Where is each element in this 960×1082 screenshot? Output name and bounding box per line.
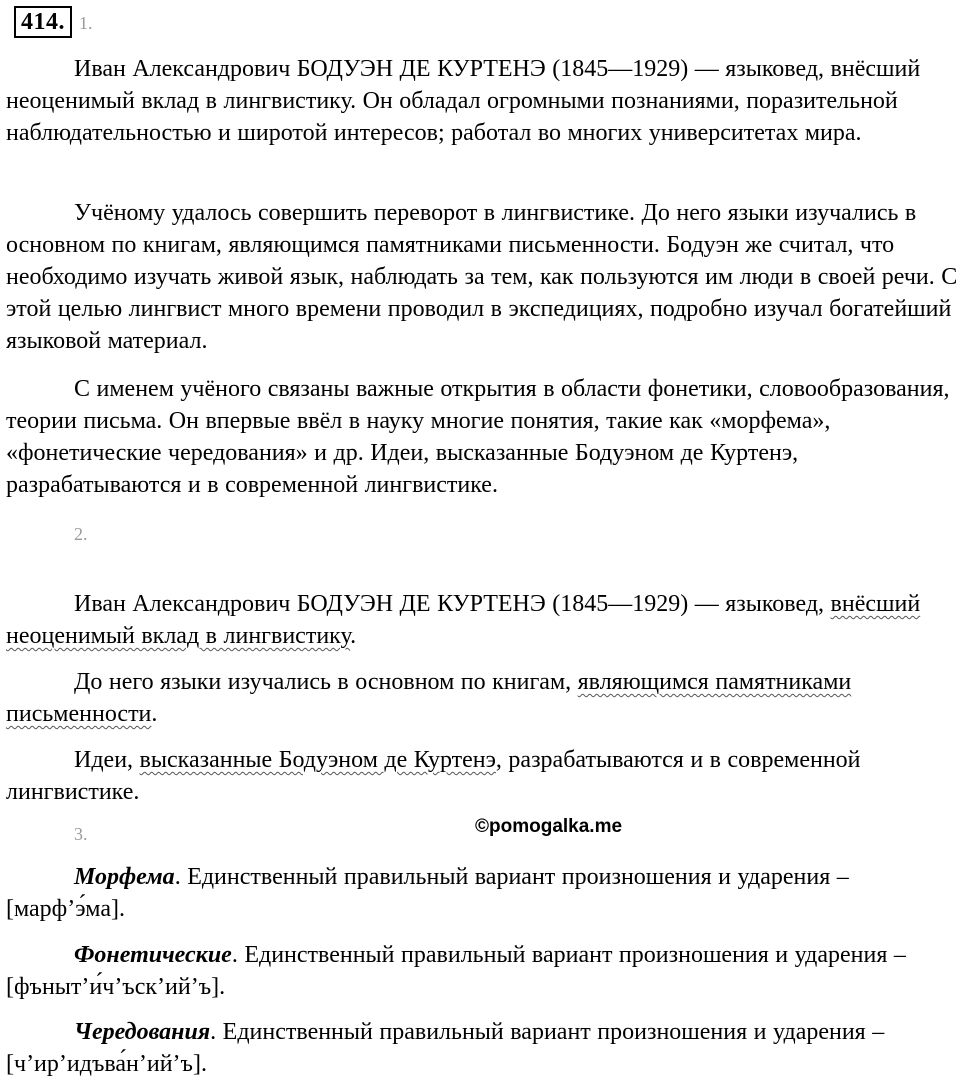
section-2-sentence-2 (6, 666, 960, 730)
sentence-1-end: . (350, 623, 357, 649)
section-1-paragraph-2: Учёному удалось совершить переворот в лингвистике. До него языки изучались в основном по книгам, являющимся памятниками письменности. Бодуэн же считал, что необходимо изучать живой язык, наблюдать за тем, как пользуются им люди в своей речи. С этой целью лингвист много времени проводил в экспедициях, подробно изучал богатейший языковой материал. (6, 200, 958, 354)
task-number: 414. (14, 6, 72, 38)
section-1-paragraph-3: С именем учёного связаны важные открытия в области фонетики, словообразования, теории письма. Он впервые ввёл в науку многие понятия, такие как «морфема», «фонетические чередования» и др. Идеи, высказанные Бодуэном де Куртенэ, разрабатываются и в современной лингвистике. (6, 376, 950, 498)
term-description: . Единственный правильный вариант произношения и ударения – [ч’ир’идъва́н’ий’ъ]. (6, 1019, 885, 1077)
sentence-2-underlined-phrase: являющимся памятниками письменности (6, 669, 852, 727)
sentence-1-text: Иван Александрович БОДУЭН ДЕ КУРТЕНЭ (1845—1929) — языковед, (74, 591, 831, 617)
watermark: ©pomogalka.me (475, 816, 623, 837)
term-name: Чередования (74, 1019, 211, 1045)
term-item-morfema (6, 861, 960, 925)
term-item-foneticheskie (6, 939, 960, 1003)
sentence-3-end: , разрабатываются и в современной лингвистике. (6, 747, 861, 805)
part-2-marker: 2. (74, 524, 88, 544)
part-3-marker: 3. (74, 824, 88, 844)
term-description: . Единственный правильный вариант произношения и ударения – [фъныт’и́ч’ъск’ий’ъ]. (6, 942, 906, 1000)
sentence-3-text: Идеи, (74, 747, 140, 773)
task-header (14, 6, 93, 36)
section-2-sentence-3 (6, 744, 960, 808)
term-name: Морфема (74, 864, 175, 890)
sentence-3-underlined-phrase: высказанные Бодуэном де Куртенэ (139, 747, 496, 773)
section-1-paragraph-1: Иван Александрович БОДУЭН ДЕ КУРТЕНЭ (1845—1929) — языковед, внёсший неоценимый вклад в лингвистику. Он обладал огромными познаниями, поразительной наблюдательностью и широтой интересов; работал во многих университетах мира. (6, 56, 921, 146)
term-item-cheredovaniya (6, 1016, 960, 1080)
term-description: . Единственный правильный вариант произношения и ударения – [марф’э́ма]. (6, 864, 849, 922)
part-1-marker: 1. (79, 13, 93, 33)
sentence-1-underlined-phrase: внёсший неоценимый вклад в лингвистику (6, 591, 921, 649)
term-name: Фонетические (74, 942, 232, 968)
sentence-2-text: До него языки изучались в основном по книгам, (74, 669, 578, 695)
sentence-2-end: . (151, 701, 158, 727)
section-2-sentence-1 (6, 588, 960, 652)
